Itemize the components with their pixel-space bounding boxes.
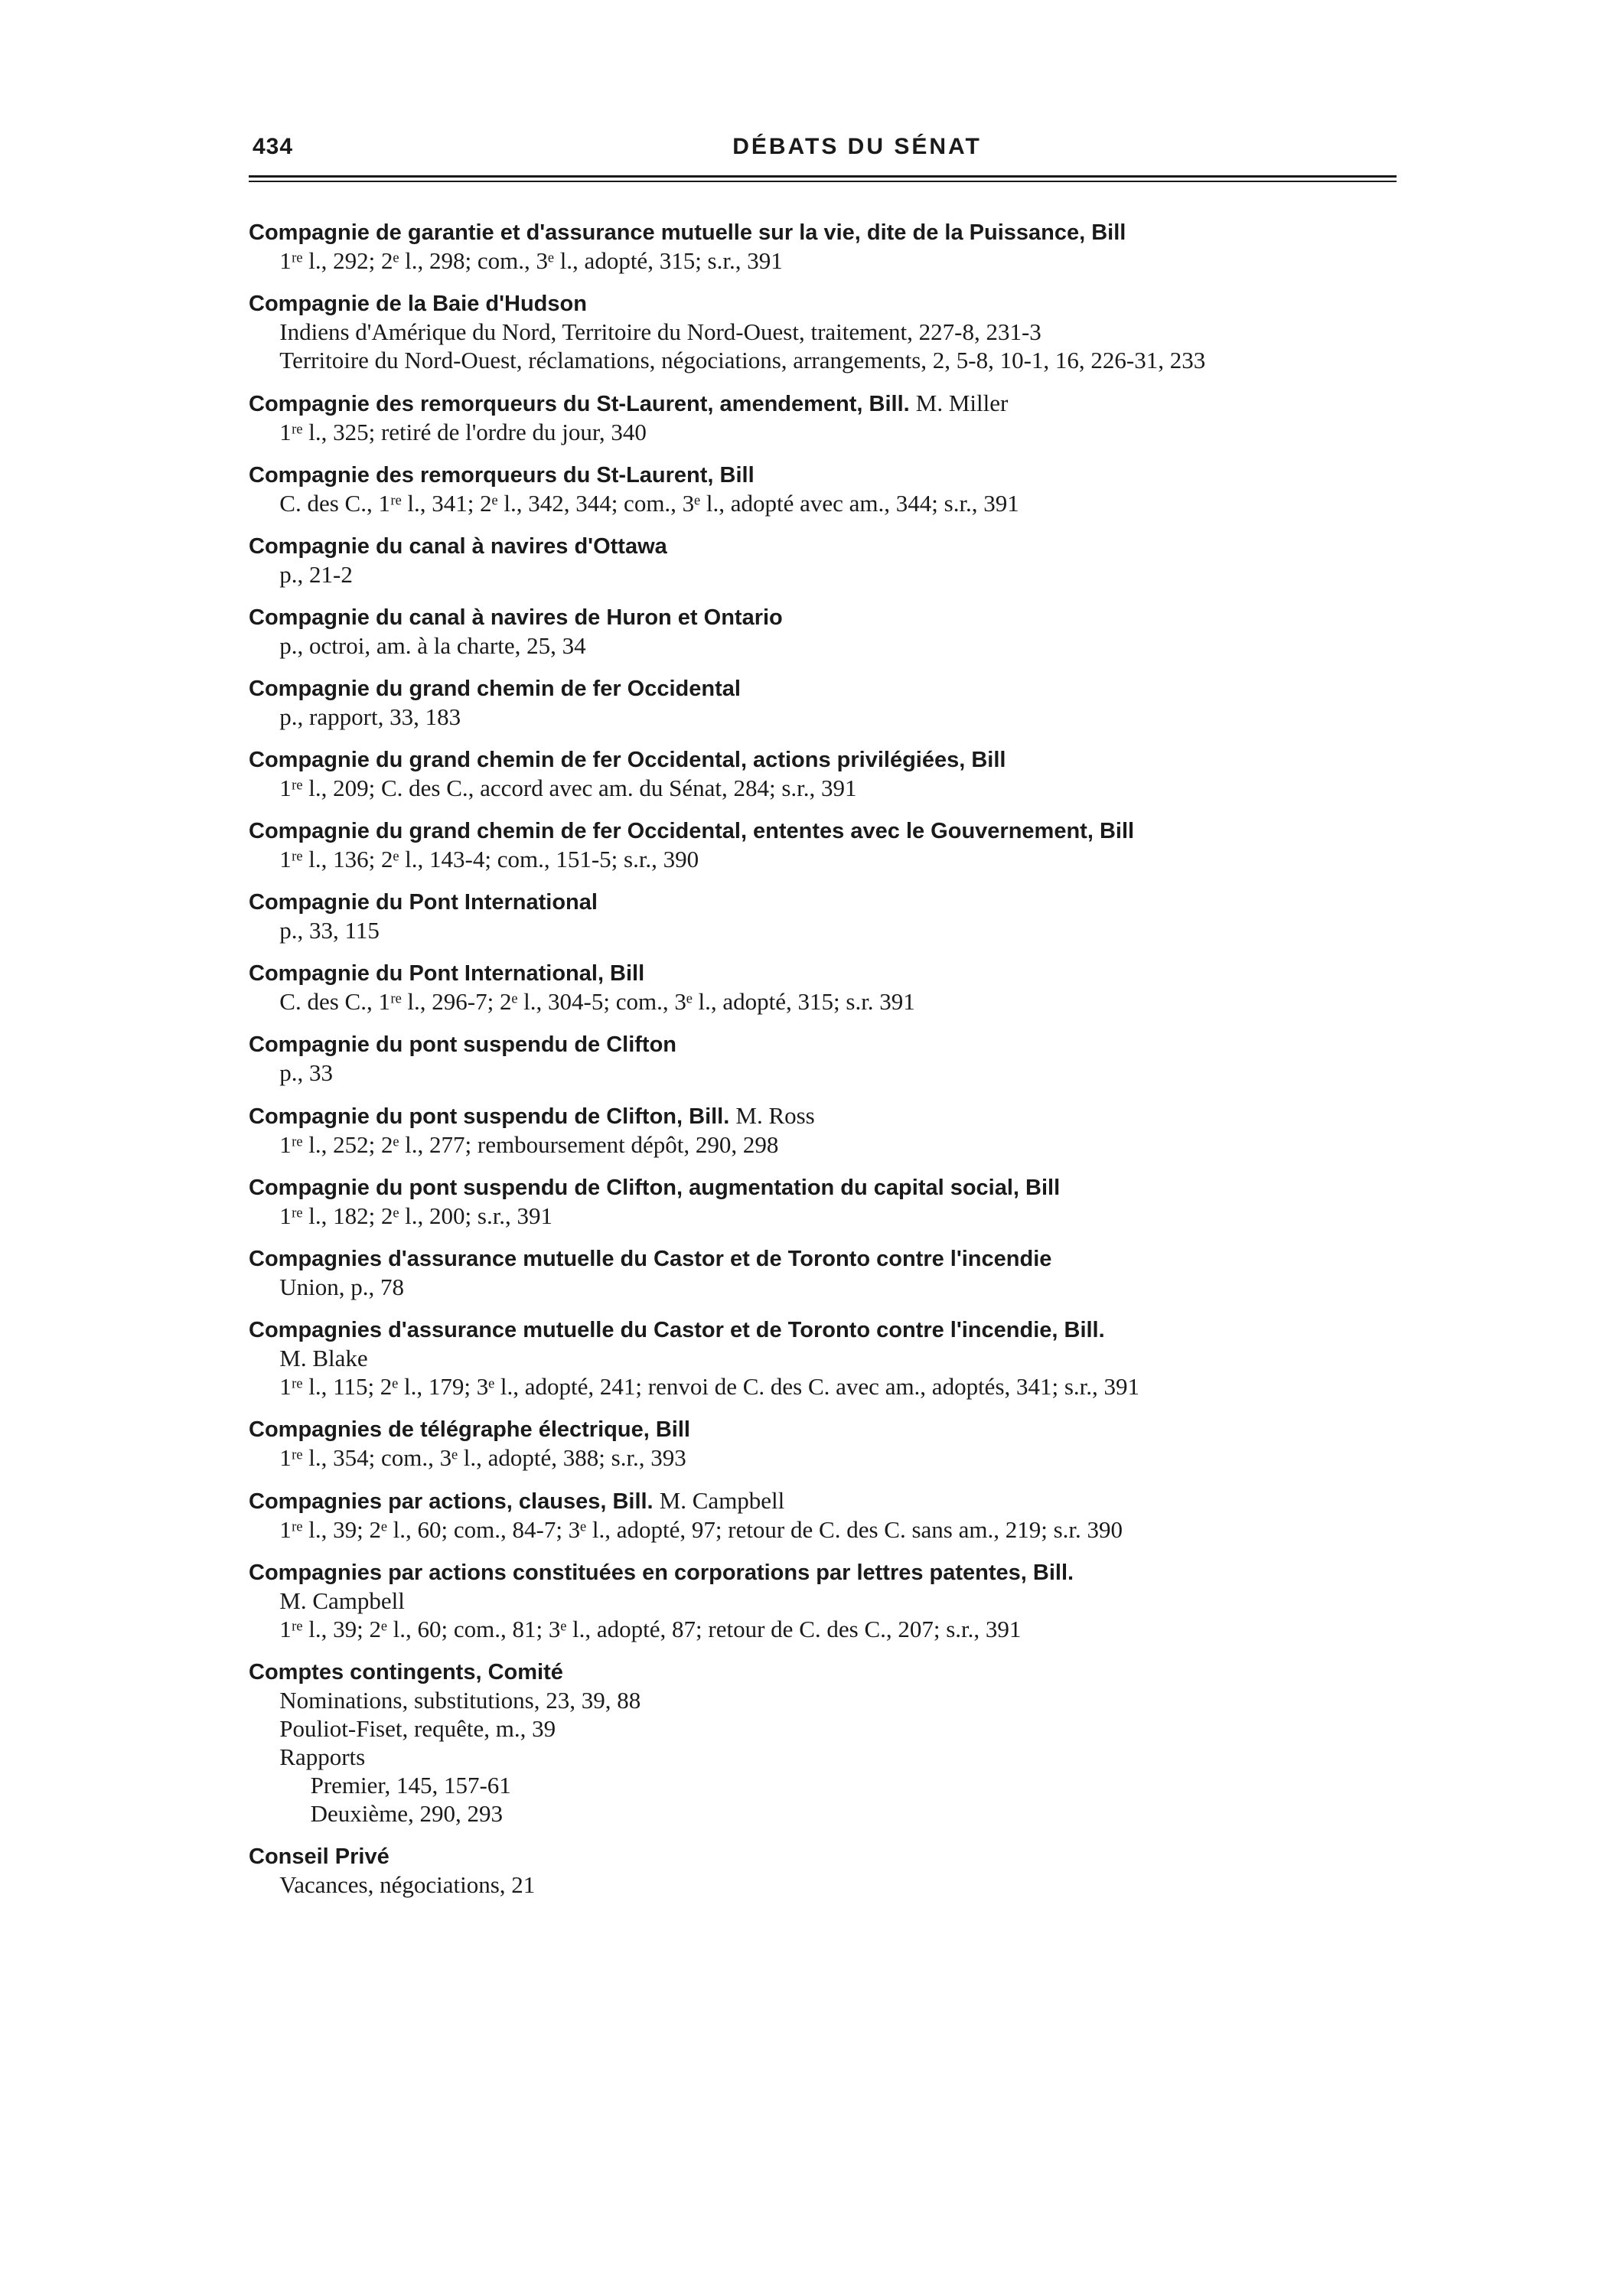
index-entry: [249, 461, 1397, 517]
entry-heading-text: Compagnie des remorqueurs du St-Laurent, amendement, Bill.: [249, 392, 910, 416]
entry-subline: 1ʳᵉ l., 354; com., 3ᵉ l., adopté, 388; s.r., 393: [279, 1444, 686, 1471]
entry-subline: p., rapport, 33, 183: [279, 703, 461, 730]
entry-subline: Pouliot-Fiset, requête, m., 39: [279, 1715, 556, 1742]
entry-subline: Territoire du Nord-Ouest, réclamations, négociations, arrangements, 2, 5-8, 10-1, 16, 226-31, 233: [279, 347, 1206, 373]
entry-subline: 1ʳᵉ l., 292; 2ᵉ l., 298; com., 3ᵉ l., adopté, 315; s.r., 391: [279, 247, 783, 274]
entry-heading: [249, 960, 1397, 987]
entry-subline: Indiens d'Amérique du Nord, Territoire du Nord-Ouest, traitement, 227-8, 231-3: [279, 318, 1041, 345]
index-entry: [249, 746, 1397, 802]
index-entry: [249, 889, 1397, 944]
entry-subline: 1ʳᵉ l., 39; 2ᵉ l., 60; com., 81; 3ᵉ l., adopté, 87; retour de C. des C., 207; s.r., 391: [279, 1616, 1022, 1642]
entry-heading: [249, 219, 1397, 246]
entry-subline: p., octroi, am. à la charte, 25, 34: [279, 632, 586, 659]
entry-heading-text: Compagnie du canal à navires d'Ottawa: [249, 534, 667, 559]
index-entry: [249, 675, 1397, 731]
index-entry: [249, 960, 1397, 1016]
entry-heading: [249, 390, 1397, 418]
entry-subline: p., 21-2: [279, 561, 353, 588]
entry-heading: [249, 675, 1397, 703]
entry-heading-text: Compagnie du grand chemin de fer Occidental, actions privilégiées, Bill: [249, 748, 1006, 772]
entry-heading: [249, 1843, 1397, 1870]
index-entry: [249, 290, 1397, 374]
entry-heading: [249, 1031, 1397, 1058]
index-entry: [249, 1102, 1397, 1159]
entry-subline: 1ʳᵉ l., 39; 2ᵉ l., 60; com., 84-7; 3ᵉ l., adopté, 97; retour de C. des C. sans am., 219; s.r. 390: [279, 1516, 1123, 1543]
entry-heading: [249, 533, 1397, 560]
entry-heading: [249, 746, 1397, 774]
entry-heading: [249, 1658, 1397, 1686]
entry-heading-text: Compagnie du grand chemin de fer Occidental, ententes avec le Gouvernement, Bill: [249, 819, 1135, 843]
entry-heading: [249, 1174, 1397, 1202]
entry-subline: p., 33, 115: [279, 917, 380, 944]
entry-heading-text: Compagnie de garantie et d'assurance mutuelle sur la vie, dite de la Puissance, Bill: [249, 220, 1126, 245]
index-entry: [249, 1487, 1397, 1544]
index-page: [249, 126, 1397, 1914]
entry-subline: Union, p., 78: [279, 1274, 405, 1300]
entry-heading-text: Comptes contingents, Comité: [249, 1660, 563, 1684]
entry-subline: M. Blake: [279, 1345, 368, 1371]
index-entry: [249, 604, 1397, 660]
entry-subline: Deuxième, 290, 293: [310, 1800, 503, 1827]
index-entry: [249, 219, 1397, 275]
entry-subline: 1ʳᵉ l., 252; 2ᵉ l., 277; remboursement dépôt, 290, 298: [279, 1131, 779, 1158]
entry-heading: [249, 1559, 1397, 1587]
entry-subline: Rapports: [279, 1743, 366, 1770]
entry-subline: 1ʳᵉ l., 325; retiré de l'ordre du jour, 340: [279, 419, 647, 445]
entry-heading-text: Compagnies d'assurance mutuelle du Castor et de Toronto contre l'incendie, Bill.: [249, 1318, 1105, 1342]
entry-heading: [249, 889, 1397, 916]
index-entry: [249, 1559, 1397, 1643]
page-number: 434: [253, 134, 294, 159]
entry-heading: [249, 1416, 1397, 1443]
entry-subline: Nominations, substitutions, 23, 39, 88: [279, 1687, 641, 1714]
index-entry: [249, 1416, 1397, 1472]
entry-sponsor: M. Ross: [735, 1102, 815, 1129]
index-entry: [249, 817, 1397, 873]
entry-subline: M. Campbell: [279, 1587, 405, 1614]
entry-heading-text: Compagnies d'assurance mutuelle du Castor et de Toronto contre l'incendie: [249, 1247, 1052, 1271]
entry-subline: p., 33: [279, 1059, 334, 1086]
entry-heading-text: Compagnie du pont suspendu de Clifton, Bill.: [249, 1104, 730, 1129]
index-entry: [249, 390, 1397, 446]
entry-heading: [249, 817, 1397, 845]
entry-heading-text: Compagnie du pont suspendu de Clifton: [249, 1032, 677, 1057]
index-entry: [249, 1245, 1397, 1301]
entry-heading-text: Compagnies par actions constituées en corporations par lettres patentes, Bill.: [249, 1561, 1074, 1585]
page-header: [249, 126, 1397, 165]
entry-heading-text: Compagnie du grand chemin de fer Occidental: [249, 677, 741, 701]
entry-subline: C. des C., 1ʳᵉ l., 296-7; 2ᵉ l., 304-5; com., 3ᵉ l., adopté, 315; s.r. 391: [279, 988, 915, 1015]
entry-heading-text: Compagnies par actions, clauses, Bill.: [249, 1489, 654, 1514]
index-entry: [249, 1658, 1397, 1828]
entry-subline: Premier, 145, 157-61: [310, 1772, 511, 1799]
entry-heading: [249, 461, 1397, 489]
entry-subline: 1ʳᵉ l., 209; C. des C., accord avec am. du Sénat, 284; s.r., 391: [279, 775, 857, 801]
entry-subline: 1ʳᵉ l., 115; 2ᵉ l., 179; 3ᵉ l., adopté, 241; renvoi de C. des C. avec am., adoptés, 341; s.r., 391: [279, 1373, 1140, 1400]
entry-heading-text: Compagnies de télégraphe électrique, Bill: [249, 1417, 690, 1442]
entry-heading-text: Compagnie des remorqueurs du St-Laurent, Bill: [249, 463, 755, 488]
entry-subline: C. des C., 1ʳᵉ l., 341; 2ᵉ l., 342, 344; com., 3ᵉ l., adopté avec am., 344; s.r., 391: [279, 490, 1019, 517]
index-entries: [249, 219, 1397, 1899]
entry-subline: 1ʳᵉ l., 136; 2ᵉ l., 143-4; com., 151-5; s.r., 390: [279, 846, 699, 872]
entry-sponsor: M. Campbell: [659, 1487, 785, 1514]
entry-heading-text: Compagnie du Pont International: [249, 890, 598, 915]
running-title: DÉBATS DU SÉNAT: [732, 134, 982, 159]
header-double-rule: [249, 175, 1397, 182]
entry-heading-text: Conseil Privé: [249, 1844, 390, 1869]
entry-heading-text: Compagnie du Pont International, Bill: [249, 961, 645, 986]
index-entry: [249, 1316, 1397, 1401]
entry-heading: [249, 1102, 1397, 1130]
entry-sponsor: M. Miller: [915, 390, 1009, 416]
entry-heading: [249, 1487, 1397, 1515]
entry-subline: Vacances, négociations, 21: [279, 1871, 536, 1898]
index-entry: [249, 533, 1397, 589]
entry-heading: [249, 1245, 1397, 1273]
index-entry: [249, 1843, 1397, 1899]
entry-heading-text: Compagnie du canal à navires de Huron et Ontario: [249, 605, 783, 630]
entry-heading: [249, 290, 1397, 318]
entry-heading: [249, 604, 1397, 631]
entry-subline: 1ʳᵉ l., 182; 2ᵉ l., 200; s.r., 391: [279, 1202, 553, 1229]
entry-heading-text: Compagnie de la Baie d'Hudson: [249, 292, 587, 316]
entry-heading-text: Compagnie du pont suspendu de Clifton, augmentation du capital social, Bill: [249, 1176, 1061, 1200]
entry-heading: [249, 1316, 1397, 1344]
index-entry: [249, 1174, 1397, 1230]
index-entry: [249, 1031, 1397, 1087]
